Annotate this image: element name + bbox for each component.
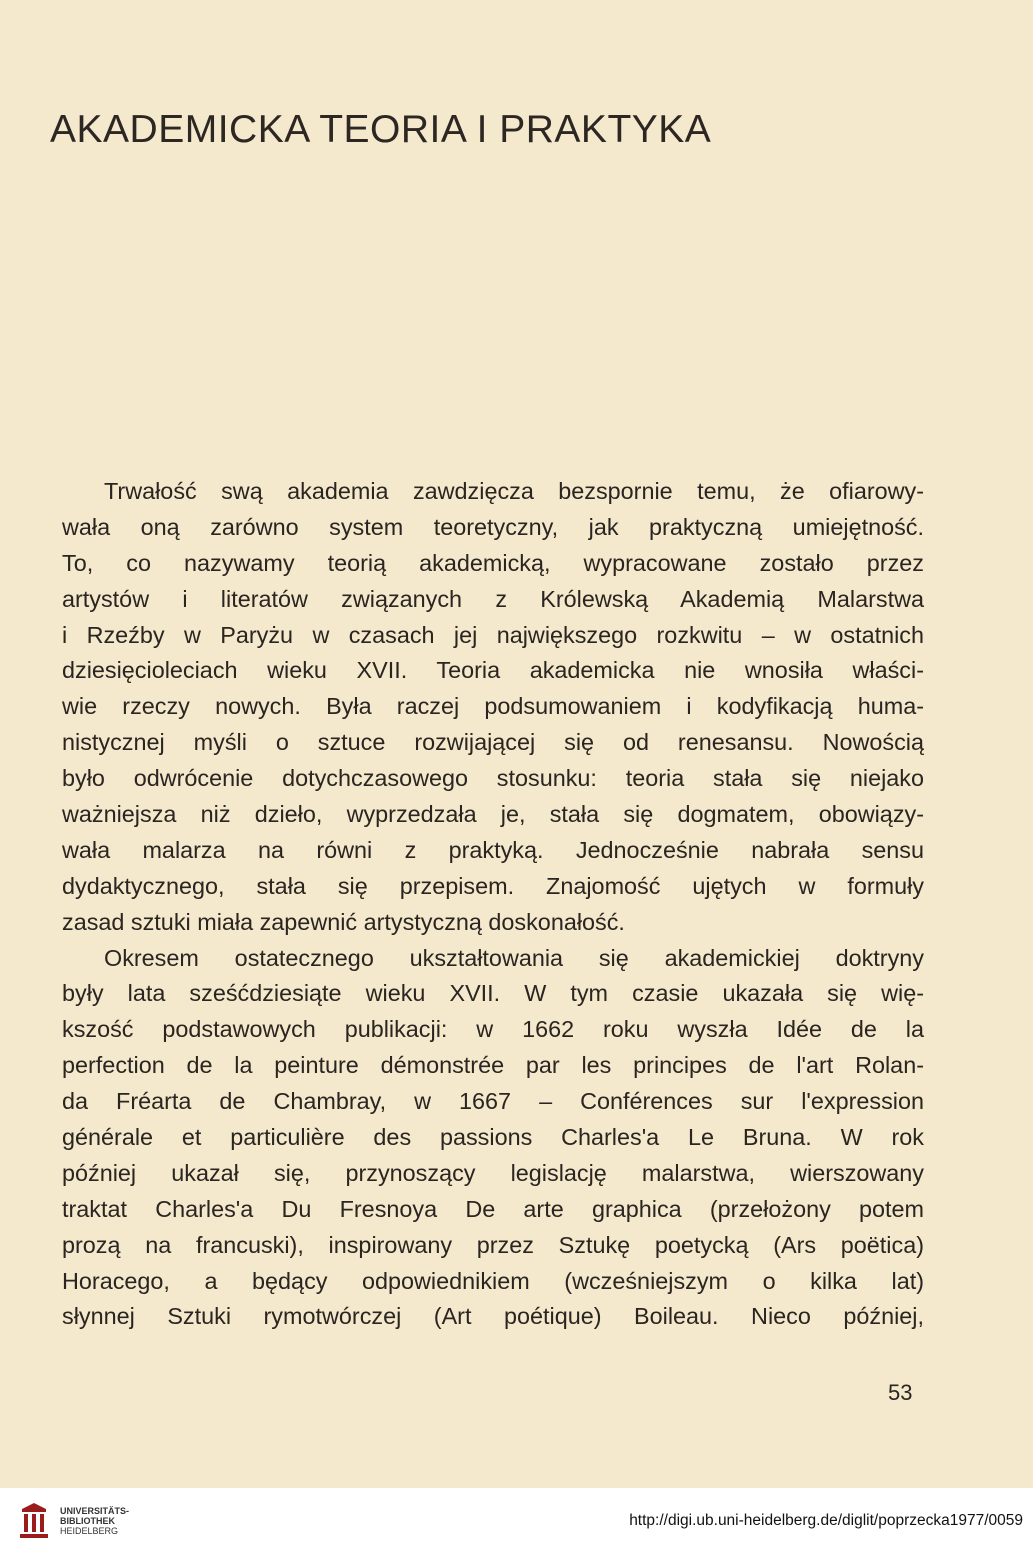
text-line: traktat Charles'a Du Fresnoya De arte graphica (przełożony potem [62, 1195, 924, 1222]
text-line: générale et particulière des passions Charles'a Le Bruna. W rok [62, 1124, 924, 1151]
text-line: wała oną zarówno system teoretyczny, jak praktyczną umiejętność. [62, 513, 924, 540]
text-line: wała malarza na równi z praktyką. Jednocześnie nabrała sensu [62, 836, 924, 863]
page-number: 53 [888, 1380, 913, 1405]
text-line: To, co nazywamy teorią akademicką, wypracowane zostało przez [62, 549, 924, 576]
library-name-line-3: HEIDELBERG [60, 1526, 119, 1536]
chapter-title: AKADEMICKA TEORIA I PRAKTYKA [50, 108, 712, 151]
text-line: słynnej Sztuki rymotwórczej (Art poétique) Boileau. Nieco później, [62, 1303, 924, 1330]
text-line: Trwałość swą akademia zawdzięcza bezspornie temu, że ofiarowy- [104, 478, 924, 504]
library-name [60, 1506, 129, 1536]
text-line: Okresem ostatecznego ukształtowania się akademickiej doktryny [104, 944, 924, 971]
text-line: dziesięcioleciach wieku XVII. Teoria akademicka nie wnosiła właści- [62, 657, 924, 684]
library-name-line-1: UNIVERSITÄTS- [60, 1506, 130, 1516]
text-line: perfection de la peinture démonstrée par les principes de l'art Rolan- [62, 1052, 924, 1079]
library-name-line-2: BIBLIOTHEK [60, 1516, 115, 1526]
text-line: później ukazał się, przynoszący legislację malarstwa, wierszowany [62, 1159, 924, 1186]
footer-bar [0, 1488, 1033, 1562]
source-url-link[interactable]: http://digi.ub.uni-heidelberg.de/diglit/poprzecka1977/0059 [629, 1512, 1023, 1529]
text-line: zasad sztuki miała zapewnić artystyczną doskonałość. [62, 908, 625, 935]
text-line: i Rzeźby w Paryżu w czasach jej największego rozkwitu – w ostatnich [62, 621, 924, 648]
text-line: Horacego, a będący odpowiednikiem (wcześniejszym o kilka lat) [62, 1267, 924, 1294]
text-line: nistycznej myśli o sztuce rozwijającej się od renesansu. Nowością [62, 729, 924, 756]
text-line: artystów i literatów związanych z Królewską Akademią Malarstwa [62, 585, 924, 612]
text-line: wie rzeczy nowych. Była raczej podsumowaniem i kodyfikacją huma- [62, 693, 924, 720]
text-line: ważniejsza niż dzieło, wyprzedzała je, stała się dogmatem, obowiązy- [62, 801, 924, 828]
text-line: dydaktycznego, stała się przepisem. Znajomość ujętych w formuły [62, 872, 924, 899]
text-line: było odwrócenie dotychczasowego stosunku: teoria stała się niejako [62, 765, 924, 792]
text-line: były lata sześćdziesiąte wieku XVII. W tym czasie ukazała się wię- [62, 980, 924, 1007]
text-line: kszość podstawowych publikacji: w 1662 roku wyszła Idée de la [62, 1016, 924, 1043]
text-line: da Fréarta de Chambray, w 1667 – Conférences sur l'expression [62, 1088, 924, 1115]
library-logo-icon [14, 1501, 54, 1541]
body-text [62, 474, 924, 1335]
text-line: prozą na francuski), inspirowany przez Sztukę poetycką (Ars poëtica) [62, 1231, 924, 1258]
